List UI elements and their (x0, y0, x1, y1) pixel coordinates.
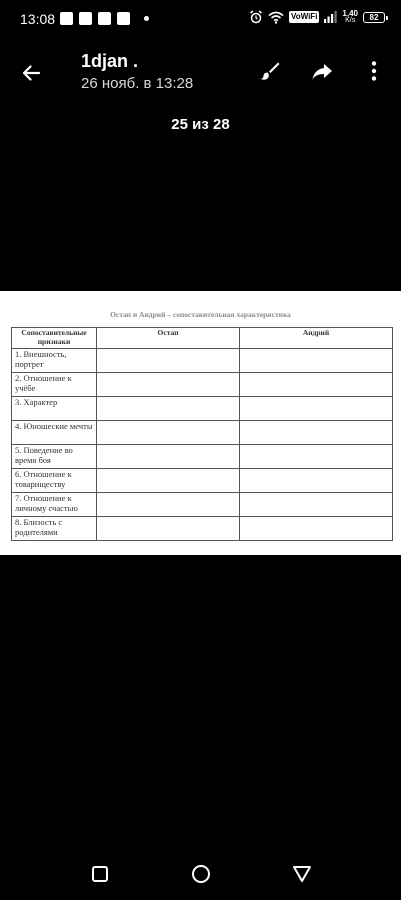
wifi-icon (268, 11, 284, 24)
table-cell (97, 493, 240, 517)
battery-icon (363, 12, 385, 23)
table-row (12, 469, 393, 493)
table-row (12, 349, 393, 373)
status-time: 13:08 (20, 11, 56, 27)
row-label: 4. Юношеские мечты (12, 421, 97, 445)
table-row (12, 493, 393, 517)
table-row (12, 517, 393, 541)
row-label: 6. Отношение к товариществу (12, 469, 97, 493)
table-cell (240, 517, 393, 541)
table-header-cell: Андрий (240, 328, 393, 349)
app-bar (0, 40, 401, 104)
image-counter: 25 из 28 (171, 116, 230, 133)
recents-button[interactable] (88, 862, 112, 886)
table-cell (97, 397, 240, 421)
signal-icon (324, 11, 337, 23)
table-header-row (12, 328, 393, 349)
title-block (81, 50, 193, 95)
more-notifications-dot-icon (144, 16, 149, 21)
more-vert-icon (371, 60, 377, 82)
network-speed-value: 1,40 (342, 9, 358, 18)
table-row (12, 445, 393, 469)
table-cell (240, 373, 393, 397)
table-row (12, 397, 393, 421)
sender-name: 1djan . (81, 51, 139, 71)
table-cell (240, 493, 393, 517)
notification-icon (60, 12, 73, 25)
document-title: Остап и Андрий – сопоставительная характеристика (110, 310, 291, 319)
table-cell (240, 349, 393, 373)
share-arrow-icon (311, 60, 333, 82)
table-cell (97, 445, 240, 469)
table-cell (97, 421, 240, 445)
square-icon (91, 865, 109, 883)
circle-icon (191, 864, 211, 884)
row-label: 5. Поведение во время боя (12, 445, 97, 469)
table-cell (240, 445, 393, 469)
notification-icon (79, 12, 92, 25)
table-cell (97, 373, 240, 397)
arrow-back-icon (21, 63, 41, 83)
share-button[interactable] (305, 54, 339, 88)
table-header-cell: Сопоставительные признаки (12, 328, 97, 349)
notification-icon (117, 12, 130, 25)
app-actions (253, 54, 391, 88)
row-label: 8. Близость с родителями (12, 517, 97, 541)
network-speed (342, 10, 358, 24)
battery-level: 82 (369, 12, 379, 22)
row-label: 2. Отношение к учёбе (12, 373, 97, 397)
table-row (12, 373, 393, 397)
status-right (249, 10, 385, 24)
triangle-icon (292, 865, 312, 883)
table-cell (240, 397, 393, 421)
home-button[interactable] (189, 862, 213, 886)
row-label: 1. Внешность, портрет (12, 349, 97, 373)
row-label: 3. Характер (12, 397, 97, 421)
edit-button[interactable] (253, 54, 287, 88)
nav-back-button[interactable] (290, 862, 314, 886)
table-header-cell: Остап (97, 328, 240, 349)
message-timestamp: 26 нояб. в 13:28 (81, 75, 194, 92)
vowifi-badge: VoWiFi (290, 12, 318, 21)
table-cell (240, 421, 393, 445)
brush-icon (259, 60, 281, 82)
alarm-icon (249, 10, 263, 24)
status-bar (0, 0, 401, 40)
system-nav-bar (0, 848, 401, 900)
network-speed-unit: K/s (345, 17, 356, 24)
notification-icons (60, 12, 149, 25)
table-cell (240, 469, 393, 493)
table-row (12, 421, 393, 445)
document-image[interactable] (0, 291, 401, 555)
table-cell (97, 469, 240, 493)
more-options-button[interactable] (357, 54, 391, 88)
table-cell (97, 517, 240, 541)
comparison-table (11, 327, 393, 541)
table-cell (97, 349, 240, 373)
back-button[interactable] (14, 56, 48, 90)
row-label: 7. Отношение к личному счастью (12, 493, 97, 517)
notification-icon (98, 12, 111, 25)
